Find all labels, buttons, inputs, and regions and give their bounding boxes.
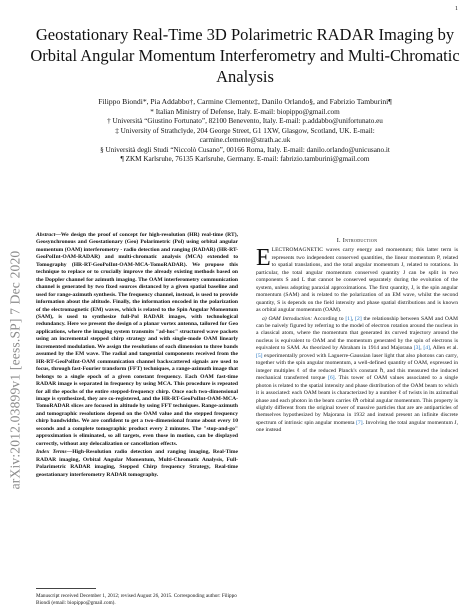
arxiv-identifier: arXiv:2012.03899v1 [eess.SP] 7 Dec 2020 bbox=[7, 250, 22, 490]
citation-link[interactable]: [2] bbox=[355, 315, 362, 322]
affiliation-2: † Università “Giustino Fortunato”, 82100 Benevento, Italy. E-mail: p.addabbo@unifortunato.eu bbox=[107, 117, 383, 126]
index-terms-text: —High-Resolution radio detection and ranging imaging, Real-Time RADAR imaging, Orbital Angular Momentum, Multi-Chromatic Analysis, Full-Polarimetric RADAR imaging, Stepped Chirp frequency Strategy, Real-time geostationary interferometry RADAR tomography. bbox=[36, 449, 238, 478]
affiliation-3: ‡ University of Strathclyde, 204 George Street, G1 1XW, Glasgow, Scotland, UK. E-mail: bbox=[115, 126, 375, 135]
subsection-text: According to bbox=[312, 315, 346, 322]
abstract bbox=[36, 232, 238, 448]
abstract-text: —We design the proof of concept for high-resolution (HR) real-time (RT), Geosynchronous and Geostationary (Geo) Polarimetric (Pol) using orbital angular momentum (OAM) interferometry - radio detection and ranging (RADAR) (HR-RT-GeoPolInt-OAM-RADAR) and multi-chromatic analysis (MCA) extended to Tomography (HR-RT-GeoPolInt-OAM-MCA-TomoRADAR). We propose this technique to replace or to crucially improve the already existing methods based on the Doppler channel for azimuth imaging. The OAM interferometry communication channel is generated by two fixed sources distanced by a given spatial baseline and used for range-azimuth synthesis. The frequency channel, instead, is used to provide information about the altitude. Finally, the information encoded in the polarization of the electromagnetic (EM) waves, which is related to the Spin Angular Momentum (SAM), is used to synthesize full-Pol RADAR images, with technological redundancy. Here we present the design of a planar vortex antenna, tailored for Geo applications, where the imaging system transmits "ad-hoc" structured wave packets using an incremental stepped chirp strategy and with single-mode OAM linearly incremented modulation. We assign the resolutions of each dimension to three bands assumed by the EM wave. The radial and tangential components received from the HR-RT-GeoPolInt-OAM communication channel backscattered signals are used to focus, through fast-Fourier transform (FFT) techniques, a range-azimuth image that belongs to a single epoch of a given constant frequency. Each OAM fast-time RADAR image is separated in frequency by using MCA. This procedure is repeated for all the epochs of the entire stepped-frequency chirp. Once each two-dimensional image is synthesized, they are co-registered, and the HR-RT-GeoPolInt-OAM-MCA-TomoRADAR slices are focused in altitude by using FFT techniques. Range-azimuth and tomographic resolutions depend on the OAM value and the stepped frequency chirp bandwidths. We are confident to get a two-dimensional frame about every 10 seconds and a complete tomographic product every 2 minutes. The "stop-and-go" approximation is eliminated, so all targets, even those in motion, can be displayed correctly, without any delocalization or cancellation effects. bbox=[36, 232, 238, 447]
paper-header bbox=[30, 24, 460, 164]
citation-link[interactable]: [1] bbox=[345, 315, 352, 322]
arxiv-watermark bbox=[4, 150, 26, 590]
subsection-text: . This tower of OAM values associated to a single photon is related to the spatial intensity and phase distribution of the OAM beam to which it is associated: each OAM beam is characterized by a number ℓ of twists in its azimuthal phase and each photon in the beam carries ℓℏ orbital angular momentum. This property is slightly different from the original tower of massive particles that are are antiparticles of themselves hypothesized by Majorana in 1932 and instead present an infinite discrete spectrum of intrinsic spin angular momenta bbox=[256, 375, 458, 426]
two-column-body bbox=[36, 232, 458, 479]
abstract-label: Abstract bbox=[36, 232, 56, 238]
affiliation-5: ¶ ZKM Karlsruhe, 76135 Karlsruhe, Germany. E-mail: fabrizio.tamburini@gmail.com bbox=[120, 155, 370, 164]
intro-paragraph bbox=[256, 247, 458, 314]
subsection-text: , bbox=[351, 315, 356, 322]
citation-link[interactable]: [3] bbox=[413, 345, 421, 352]
footnote-divider bbox=[36, 588, 96, 589]
citation-link[interactable]: [4] bbox=[423, 345, 430, 352]
subsection-text: , bbox=[420, 345, 424, 352]
oam-introduction-paragraph bbox=[256, 316, 458, 435]
drop-cap: E bbox=[256, 245, 271, 272]
subsection-text: . Involving the total angular momentum J, one instead bbox=[256, 419, 458, 434]
subsection-text: experimentally proved with Laguerre-Gaussian laser light that also photons can carry, together with the spin angular momentum, a well-defined quantity of OAM, expressed in integer multiples ℓ of the reduced Planck's constant ℏ, and this measured the induced mechanical transferred torque bbox=[256, 352, 458, 382]
citation-link[interactable]: [6] bbox=[328, 375, 335, 382]
manuscript-footnote: Manuscript received December 1, 2012; revised August 26, 2015. Corresponding author: Filippo Biondi (email: biopippo@gmail.com). bbox=[36, 593, 237, 606]
index-terms-label: Index Terms bbox=[36, 449, 67, 456]
affiliation-4: § Università degli Studi “Niccolò Cusano”, 00166 Roma, Italy. E-mail: danilo.orlando@unicusano.it bbox=[100, 145, 390, 154]
affiliation-1: * Italian Ministry of Defense, Italy. E-mail: biopippo@gmail.com bbox=[150, 108, 340, 116]
subsection-label: a) OAM Introduction: bbox=[262, 315, 313, 322]
page-number: 1 bbox=[455, 6, 458, 12]
left-column bbox=[36, 232, 238, 479]
section-heading-introduction: I. Introduction bbox=[336, 237, 378, 244]
subsection-text: , Allen et al. bbox=[429, 345, 459, 352]
paper-title: Geostationary Real-Time 3D Polarimetric RADAR Imaging by Orbital Angular Momentum Interferometry and Multi-Chromatic Analysis bbox=[30, 25, 460, 86]
affiliation-3-email: carmine.clemente@strath.ac.uk bbox=[199, 136, 291, 145]
subsection-text: the relationship between SAM and OAM can be naively figured by referring to the model of electron rotation around the nucleus in a classical atom, where the momentum that generated its curved trajectory around the nucleus is equivalent to OAM and the momentum generated by the spin of electrons is equivalent to SAM. As theorized by Abraham in 1914 and Majorana bbox=[256, 315, 458, 352]
citation-link[interactable]: [7] bbox=[356, 419, 363, 426]
intro-text: LECTROMAGNETIC waves carry energy and momentum; this latter term is represents two independent conserved quantities, the linear momentum P, related to spatial translations, and the total angular momentum J, related to rotations. In particular, the total angular momentum conserved quantity J can be split in two components S and L that cannot be conserved separately during the evolution of the system, unless adopting paraxial approximations. The first quantity, J, is the spin angular momentum (SAM) and is related to the polarization of an EM wave, whilst the second quantity, S is depends on the field intensity and phase spatial distributions and is known as orbital angular momentum (OAM). bbox=[256, 247, 458, 314]
index-terms bbox=[36, 449, 238, 479]
right-column bbox=[256, 232, 458, 479]
author-list: Filippo Biondi*, Pia Addabbo†, Carmine Clemente‡, Danilo Orlando§, and Fabrizio Tamburini¶ bbox=[98, 97, 392, 106]
citation-link[interactable]: [5] bbox=[256, 352, 263, 359]
